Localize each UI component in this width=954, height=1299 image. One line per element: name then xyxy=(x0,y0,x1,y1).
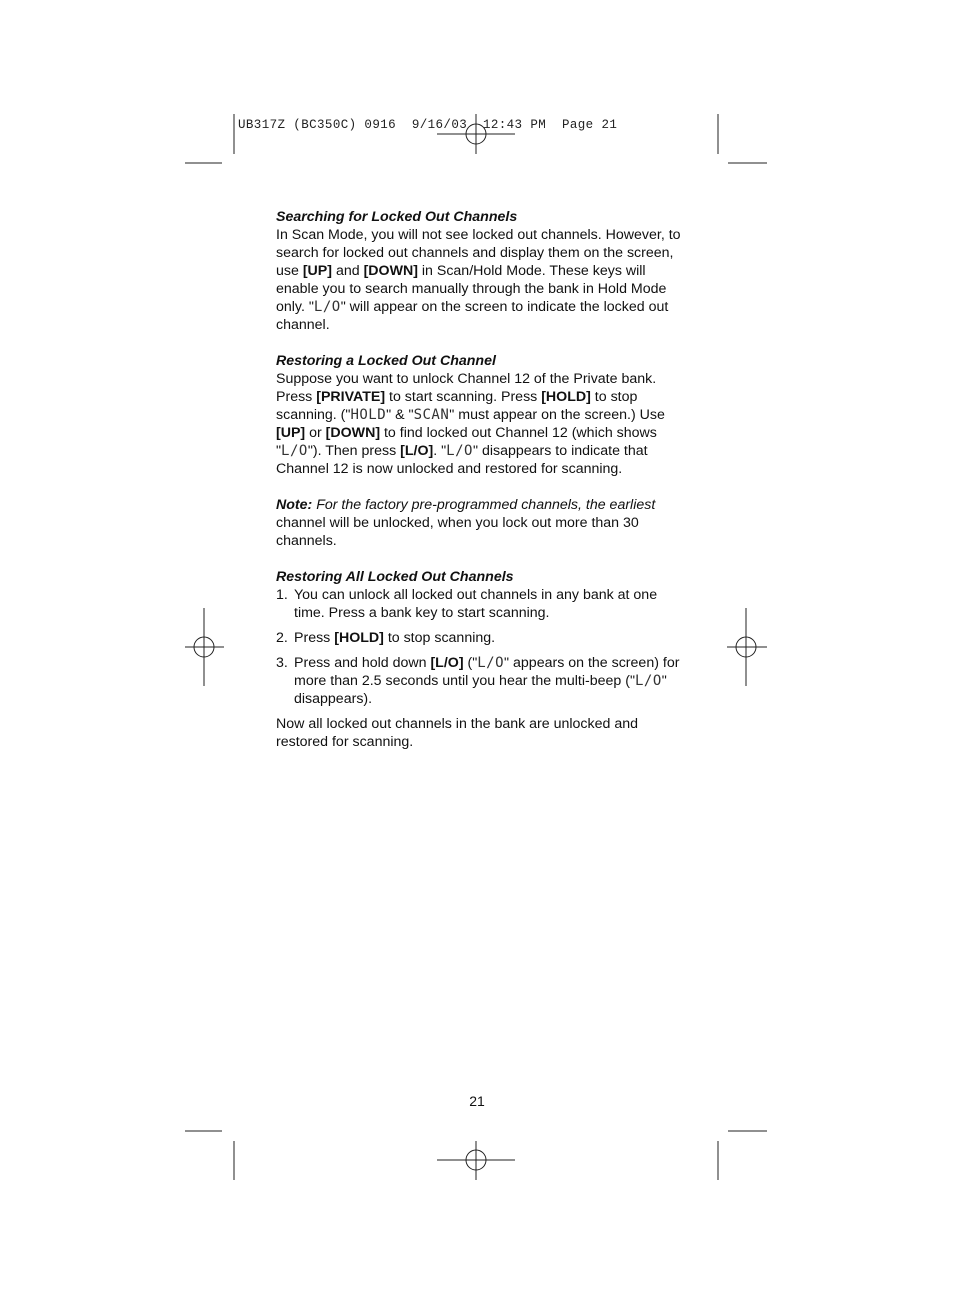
body-text: to stop scanning. (" xyxy=(276,389,638,423)
step-text: " appears on the screen) for more than 2.5 seconds until you hear the multi-beep (" xyxy=(294,655,680,689)
page-content xyxy=(276,208,686,751)
section-heading: Restoring All Locked Out Channels xyxy=(276,569,514,585)
section-heading: Restoring a Locked Out Channel xyxy=(276,353,496,369)
lcd-hold-indicator: HOLD xyxy=(350,407,387,423)
body-text: to start scanning. Press xyxy=(385,389,542,405)
step-text: Press and hold down xyxy=(294,655,431,671)
step-number: 1. xyxy=(276,587,288,603)
body-text: Suppose you want to unlock Channel 12 of the Private bank. Press xyxy=(276,371,657,405)
section-body xyxy=(276,226,686,334)
steps-list xyxy=(276,586,686,708)
lcd-lockout-indicator: L/O xyxy=(477,655,505,671)
registration-mark-left xyxy=(185,608,224,686)
note-block xyxy=(276,496,686,550)
key-lockout: [L/O] xyxy=(400,443,434,459)
lcd-lockout-indicator: L/O xyxy=(281,443,308,459)
step-text: " disappears). xyxy=(294,673,667,707)
registration-mark-right xyxy=(727,608,767,686)
closing-paragraph: Now all locked out channels in the bank are unlocked and restored for scanning. xyxy=(276,716,639,750)
body-text: "). Then press xyxy=(307,443,401,459)
section-searching-locked-out xyxy=(276,208,686,334)
step-number: 2. xyxy=(276,630,288,646)
body-text: and xyxy=(332,263,364,279)
key-up: [UP] xyxy=(276,425,306,441)
print-slug-header: UB317Z (BC350C) 0916 9/16/03 12:43 PM Page 21 xyxy=(238,118,618,132)
step-text: to stop scanning. xyxy=(383,630,496,646)
lcd-lockout-indicator: L/O xyxy=(635,673,662,689)
body-text: in Scan/Hold Mode. These keys will enable you to search manually through the bank in Hold Mode only. " xyxy=(276,263,667,315)
body-text: " & " xyxy=(386,407,414,423)
lcd-lockout-indicator: L/O xyxy=(446,443,473,459)
step-text: (" xyxy=(463,655,478,671)
section-restoring-all-locked-out xyxy=(276,568,686,751)
body-text: In Scan Mode, you will not see locked out channels. However, to search for locked out channels and display them on the screen, use xyxy=(276,227,681,279)
note-text: channel will be unlocked, when you lock out more than 30 channels. xyxy=(276,515,639,549)
lcd-lockout-indicator: L/O xyxy=(313,299,341,315)
page-number: 21 xyxy=(469,1093,485,1109)
note-body xyxy=(276,496,686,550)
note-italic-text: For the factory pre-programmed channels, the earliest xyxy=(312,497,656,513)
key-lockout: [L/O] xyxy=(430,655,464,671)
body-text: " disappears to indicate that Channel 12 is now unlocked and restored for scanning. xyxy=(276,443,648,477)
key-down: [DOWN] xyxy=(363,263,418,279)
body-text: " will appear on the screen to indicate the locked out channel. xyxy=(276,299,669,333)
key-private: [PRIVATE] xyxy=(316,389,386,405)
step-text: Press xyxy=(294,630,335,646)
section-restoring-locked-out-channel xyxy=(276,352,686,478)
body-text: " must appear on the screen.) Use xyxy=(449,407,665,423)
body-text: to find locked out Channel 12 (which shows " xyxy=(276,425,657,459)
section-heading: Searching for Locked Out Channels xyxy=(276,209,518,225)
list-item-step-2 xyxy=(276,629,686,647)
list-item-step-3 xyxy=(276,654,686,708)
note-label: Note: xyxy=(276,497,313,513)
lcd-scan-indicator: SCAN xyxy=(413,407,450,423)
step-text: You can unlock all locked out channels in any bank at one time. Press a bank key to start scanning. xyxy=(294,587,658,621)
registration-mark-bottom xyxy=(437,1141,515,1180)
key-down: [DOWN] xyxy=(325,425,381,441)
list-item-step-1 xyxy=(276,586,686,622)
key-up: [UP] xyxy=(302,263,332,279)
body-text: or xyxy=(305,425,326,441)
section-body xyxy=(276,370,686,478)
step-number: 3. xyxy=(276,655,288,671)
key-hold: [HOLD] xyxy=(334,630,384,646)
key-hold: [HOLD] xyxy=(541,389,591,405)
body-text: . " xyxy=(433,443,447,459)
registration-mark-top xyxy=(437,114,515,154)
